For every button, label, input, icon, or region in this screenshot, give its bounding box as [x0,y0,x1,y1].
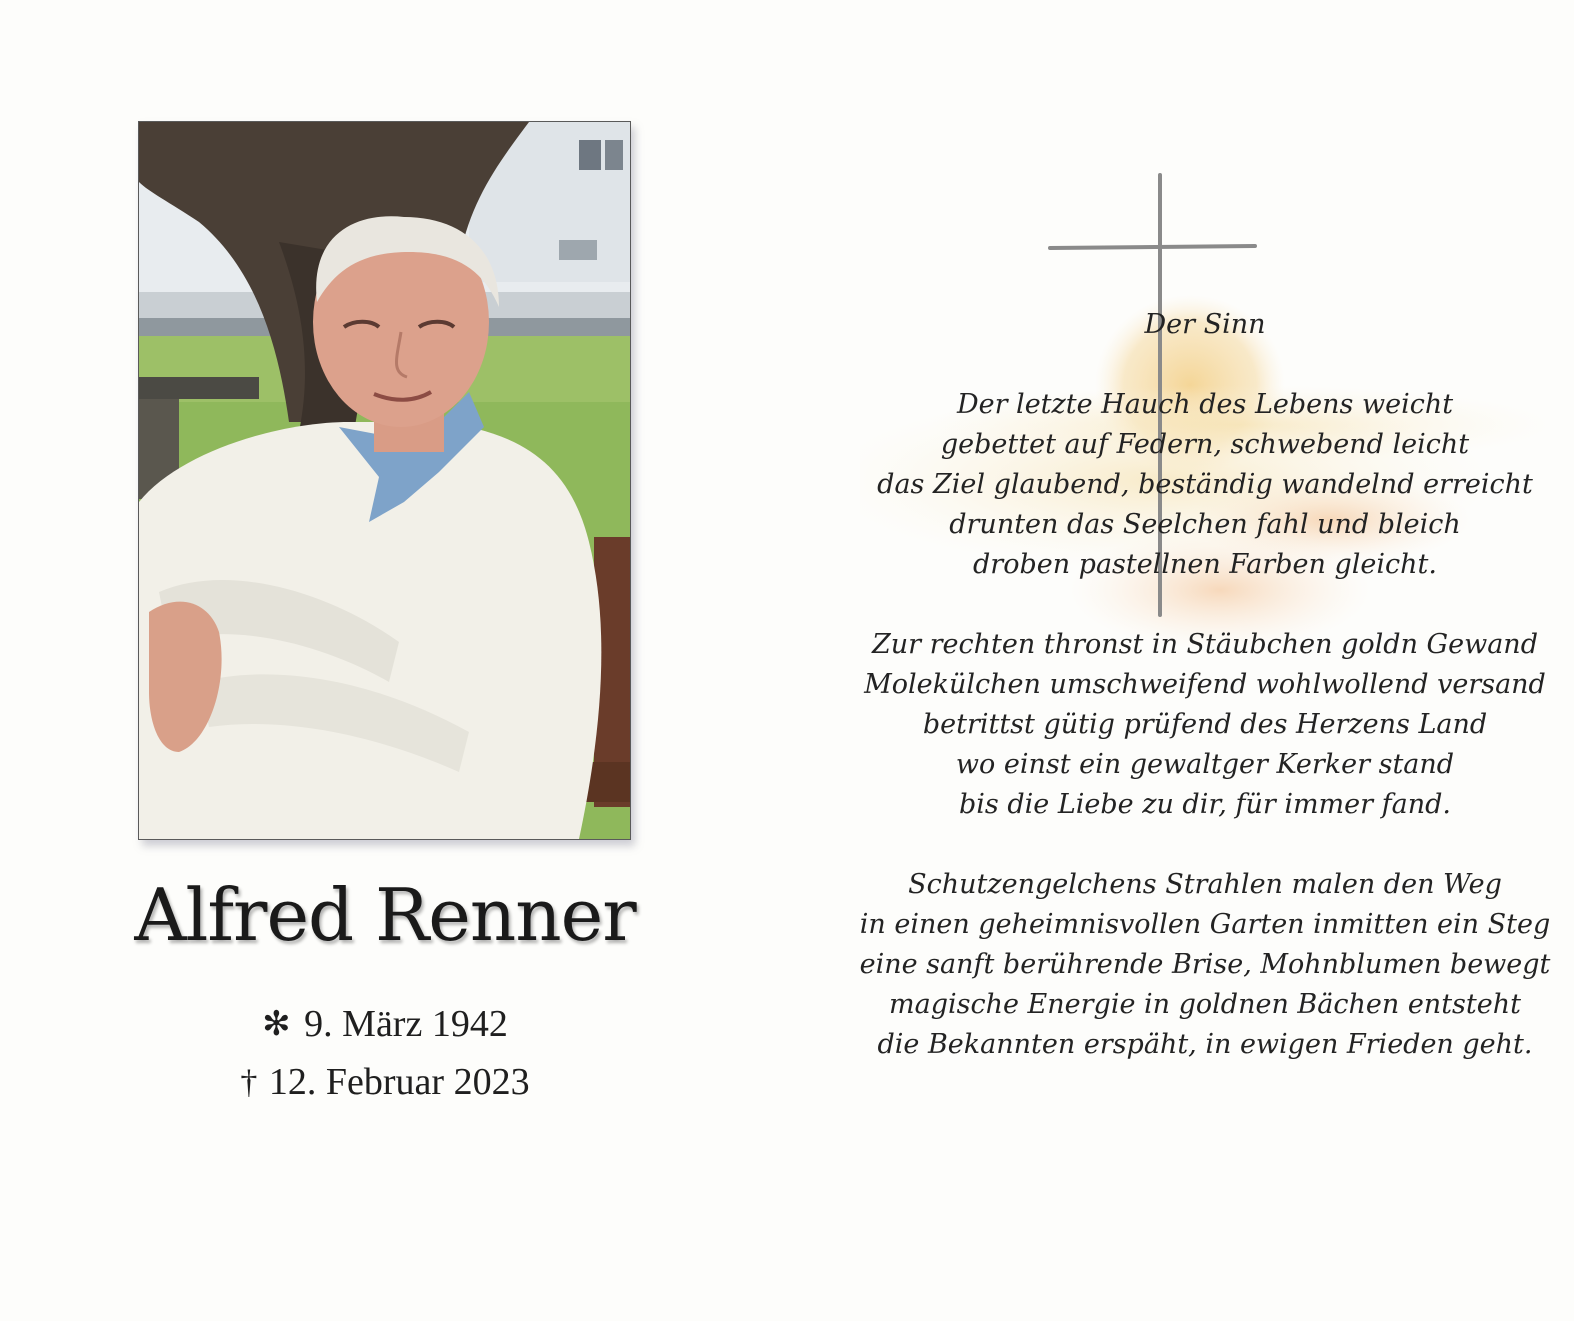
birth-date: 9. März 1942 [304,1002,508,1045]
poem-line: die Bekannten erspäht, in ewigen Frieden geht. [877,1029,1533,1060]
poem-line: eine sanft berührende Brise, Mohnblumen bewegt [859,949,1551,980]
death-cross-icon: † [240,1063,258,1101]
poem-stanza-3 [850,865,1560,1065]
death-date: 12. Februar 2023 [268,1060,530,1103]
poem-line: Zur rechten thronst in Stäubchen goldn Gewand [872,629,1538,660]
poem-line: wo einst ein gewaltger Kerker stand [955,749,1455,780]
poem-stanza-1 [850,385,1560,585]
poem-line: Schutzengelchens Strahlen malen den Weg [908,869,1502,900]
poem-line: gebettet auf Federn, schwebend leicht [940,429,1470,460]
poem-line: Molekülchen umschweifend wohlwollend versand [864,669,1546,700]
death-date-row [100,1052,670,1110]
life-dates [100,994,670,1110]
cross-horizontal [1050,246,1255,248]
poem-line: betrittst gütig prüfend des Herzens Land [922,709,1488,740]
poem-line: droben pastellnen Farben gleicht. [973,549,1437,580]
birth-star-icon: ✻ [262,1005,291,1043]
poem-line: bis die Liebe zu dir, für immer fand. [959,789,1451,820]
deceased-name: Alfred Renner [134,873,636,957]
poem-line: magische Energie in goldnen Bächen entsteht [889,989,1521,1020]
poem [850,305,1560,1105]
portrait-illustration [139,122,630,839]
poem-title: Der Sinn [1144,309,1266,340]
poem-line: in einen geheimnisvollen Garten inmitten ein Steg [859,909,1551,940]
poem-line: das Ziel glaubend, beständig wandelnd erreicht [877,469,1533,500]
portrait-photo [138,121,631,840]
poem-line: drunten das Seelchen fahl und bleich [949,509,1461,540]
birth-date-row [100,994,670,1052]
poem-line: Der letzte Hauch des Lebens weicht [956,389,1454,420]
poem-stanza-2 [850,625,1560,825]
